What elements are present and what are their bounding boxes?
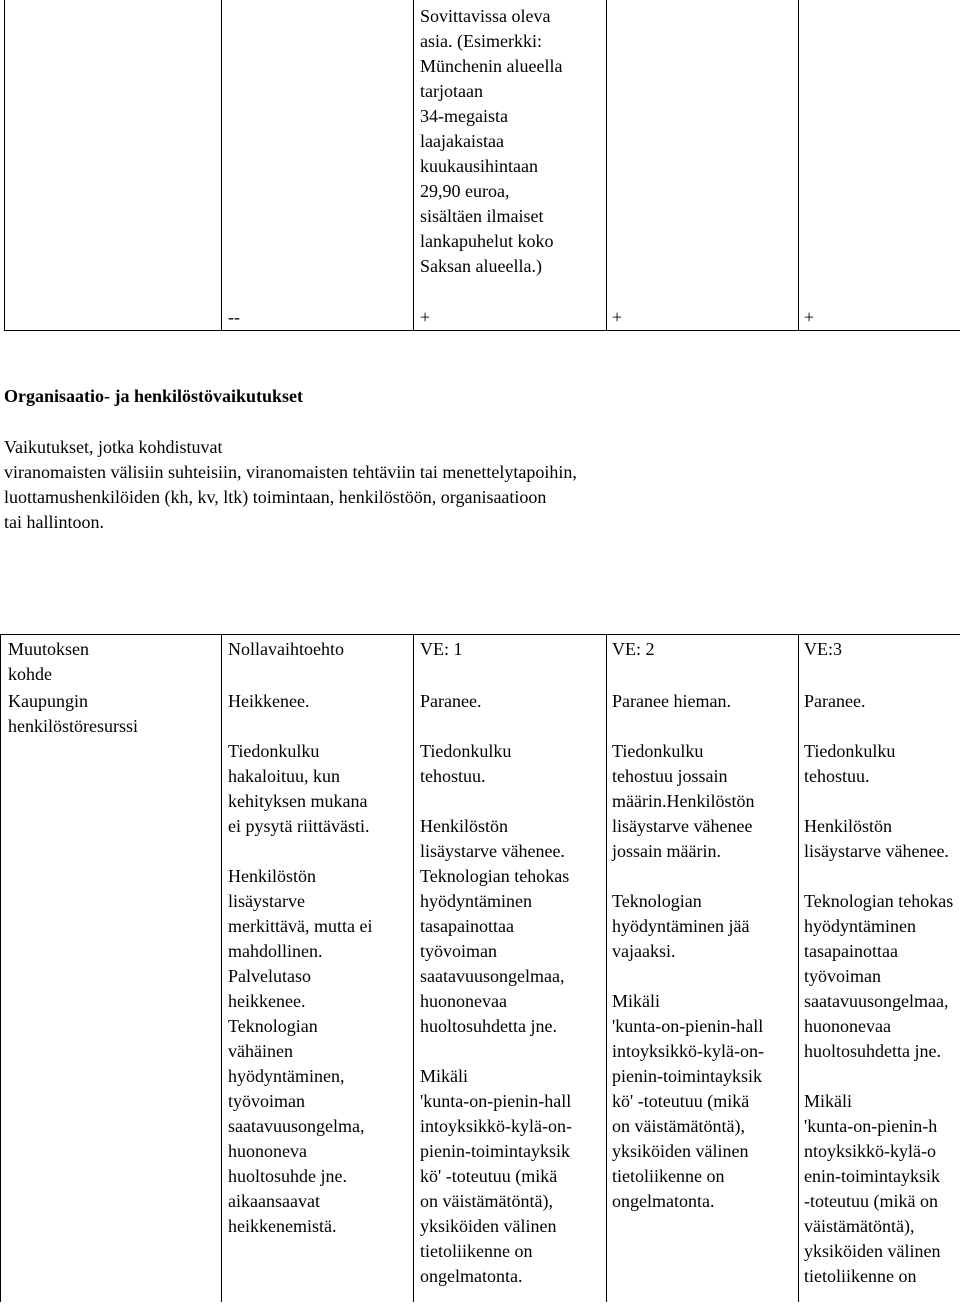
table-cell-text: Sovittavissa oleva asia. (Esimerkki: Münchenin alueella tarjotaan 34-megaista laajakaistaa kuukausihintaan 29,90 euroa, sisältäen ilmaiset lankapuhelut koko Saksan alueella.) xyxy=(420,6,563,276)
cell-paragraph: Tiedonkulku tehostuu jossain määrin.Henkilöstön lisäystarve vähenee jossain määrin. xyxy=(612,741,755,861)
row-subject: Kaupungin henkilöstöresurssi xyxy=(8,691,138,736)
cell-paragraph: Paranee hieman. xyxy=(612,691,731,711)
cell-paragraph: Mikäli 'kunta-on-pienin-hall intoyksikkö-kylä-on- pienin-toimintayksik kö' -toteutuu (mikä on väistämätöntä), yksiköiden välinen tietoliikenne on ongelmatonta. xyxy=(612,991,764,1211)
table-border xyxy=(413,634,414,1302)
cell-paragraph: Paranee. xyxy=(420,691,482,711)
cell-paragraph: Tiedonkulku hakaloituu, kun kehityksen mukana ei pysytä riittävästi. xyxy=(228,741,370,836)
table-border xyxy=(413,0,414,330)
rating-mark: + xyxy=(612,307,623,327)
rating-mark: + xyxy=(804,307,815,327)
table-border xyxy=(4,0,5,330)
cell-ve3 xyxy=(804,689,960,1289)
cell-paragraph: Mikäli 'kunta-on-pienin-h ntoyksikkö-kylä-o enin-toimintayksik -toteutuu (mikä on väistämätöntä), yksiköiden välinen tietoliikenne on xyxy=(804,1091,941,1286)
cell-paragraph: Paranee. xyxy=(804,691,866,711)
cell-paragraph: Teknologian hyödyntäminen jää vajaaksi. xyxy=(612,891,750,961)
cell-paragraph: Henkilöstön lisäystarve vähenee. xyxy=(804,816,949,861)
section-description: Vaikutukset, jotka kohdistuvat viranomaisten välisiin suhteisiin, viranomaisten tehtäviin tai menettelytapoihin, luottamushenkilöiden (kh, kv, ltk) toimintaan, henkilöstöön, organisaatioon tai hallintoon. xyxy=(4,437,577,532)
column-header-ve3: VE:3 xyxy=(804,639,842,659)
table-border xyxy=(798,0,799,330)
table-border xyxy=(0,634,1,1302)
column-header-nollavaihtoehto: Nollavaihtoehto xyxy=(228,639,344,659)
table-border xyxy=(606,634,607,1302)
section-heading: Organisaatio- ja henkilöstövaikutukset xyxy=(4,386,304,406)
table-border xyxy=(221,634,222,1302)
column-header-subject: Muutoksen kohde xyxy=(8,639,89,684)
table-border xyxy=(4,330,960,331)
table-border xyxy=(798,634,799,1302)
cell-paragraph: Heikkenee. xyxy=(228,691,310,711)
table-border xyxy=(221,0,222,330)
cell-paragraph: Teknologian tehokas hyödyntäminen tasapainottaa työvoiman saatavuusongelmaa, huononevaa huoltosuhdetta jne. xyxy=(804,891,954,1061)
rating-mark: + xyxy=(420,307,431,327)
cell-paragraph: Tiedonkulku tehostuu. xyxy=(804,741,896,786)
table-border xyxy=(606,0,607,330)
cell-nollavaihtoehto xyxy=(228,689,413,1264)
table-border xyxy=(0,634,960,635)
column-header-ve2: VE: 2 xyxy=(612,639,655,659)
column-header-ve1: VE: 1 xyxy=(420,639,463,659)
cell-paragraph: Mikäli 'kunta-on-pienin-hall intoyksikkö-kylä-on- pienin-toimintayksik kö' -toteutuu (mikä on väistämätöntä), yksiköiden välinen tietoliikenne on ongelmatonta. xyxy=(420,1066,572,1286)
cell-ve1 xyxy=(420,689,605,1314)
cell-paragraph: Henkilöstön lisäystarve vähenee. Teknologian tehokas hyödyntäminen tasapainottaa työvoiman saatavuusongelmaa, huononevaa huoltosuhdetta jne. xyxy=(420,816,570,1036)
cell-ve2 xyxy=(612,689,797,1239)
cell-paragraph: Henkilöstön lisäystarve merkittävä, mutta ei mahdollinen. Palvelutaso heikkenee. Teknologian vähäinen hyödyntäminen, työvoiman saatavuusongelma, huononeva huoltosuhde jne. aikaansaavat heikkenemistä. xyxy=(228,866,373,1236)
cell-paragraph: Tiedonkulku tehostuu. xyxy=(420,741,512,786)
rating-mark: -- xyxy=(228,307,240,327)
